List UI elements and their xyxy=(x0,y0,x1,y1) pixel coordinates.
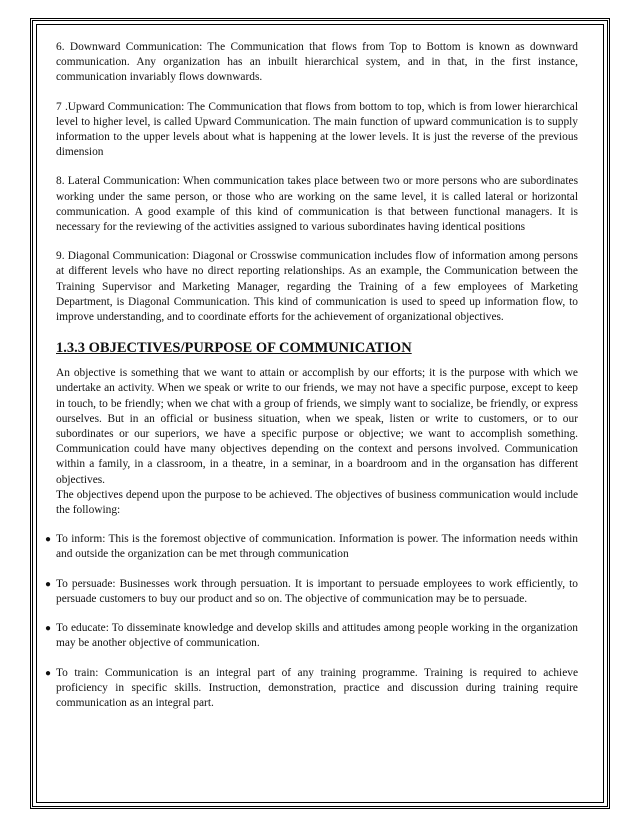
section-intro: An objective is something that we want to attain or accomplish by our efforts; it is the purpose with which we undertake an activity. When we speak or write to our friends, we may not have a specific purpose, except to keep in touch, to be friendly; when we chat with a group of friends, we simply want to socialize, be friendly, or express ourselves. But in an official or business situation, when we speak, listen or write to customers, or to our subordinates or our superiors, we have a specific purpose or objective; we want to accomplish something. Communication could have many objectives depending on the context and persons involved. Communication within a family, in a classroom, in a theatre, in a seminar, in a boardroom and in the organsation has different objectives. xyxy=(56,367,578,486)
list-item xyxy=(45,666,578,712)
objective-train: To train: Communication is an integral part of any training programme. Training is required to achieve proficiency in specific skills. Instruction, demonstration, practice and discussion during training require communication as an integral part. xyxy=(56,666,578,709)
bullet-icon: ● xyxy=(45,578,52,590)
list-item xyxy=(45,621,578,651)
bullet-icon: ● xyxy=(45,534,52,546)
paragraph-lateral-communication: 8. Lateral Communication: When communication takes place between two or more persons who are subordinates working under the same person, or those who are working on the same level, it is called lateral or horizontal communication. A good example of this kind of communication is that between functional managers. It is necessary for the reviewing of the activities assigned to various subordinates having identical positions xyxy=(56,175,578,234)
paragraph-upward-communication: 7 .Upward Communication: The Communication that flows from bottom to top, which is from lower hierarchical level to higher level, is called Upward Communication. The main function of upward communication is to supply information to the upper levels about what is happening at the lower levels. It is just the reverse of the previous dimension xyxy=(56,100,578,159)
objective-educate: To educate: To disseminate knowledge and develop skills and attitudes among people working in the organization may be another objective of communication. xyxy=(56,622,578,650)
list-item xyxy=(45,532,578,562)
paragraph-downward-communication: 6. Downward Communication: The Communication that flows from Top to Bottom is known as downward communication. Any organization has an inbuilt hierarchical system, and in that, in the first instance, communication invariably flows downwards. xyxy=(56,41,578,84)
section-lead-in: The objectives depend upon the purpose to be achieved. The objectives of business communication would include the following: xyxy=(56,488,578,517)
objectives-list xyxy=(45,532,578,711)
section-heading: 1.3.3 OBJECTIVES/PURPOSE OF COMMUNICATION xyxy=(56,340,412,357)
document-body xyxy=(45,40,578,725)
bullet-icon: ● xyxy=(45,667,52,679)
list-item xyxy=(45,577,578,607)
objective-persuade: To persuade: Businesses work through persuation. It is important to persuade employees to work efficiently, to persuade customers to buy our product and so on. The objective of communication may be to persuade. xyxy=(56,577,578,605)
paragraph-diagonal-communication: 9. Diagonal Communication: Diagonal or Crosswise communication includes flow of information among persons at different levels who have no direct reporting relationships. As an example, the Communication between the Training Supervisor and Marketing Manager, regarding the Training of a few employees of Marketing Department, is Diagonal Communication. This kind of communication is used to speed up information flow, to improve understanding, and to coordinate efforts for the achievement of organizational objectives. xyxy=(56,250,578,324)
bullet-icon: ● xyxy=(45,623,52,635)
objective-inform: To inform: This is the foremost objective of communication. Information is power. The information needs within and outside the organization can be met through communication xyxy=(56,533,578,561)
